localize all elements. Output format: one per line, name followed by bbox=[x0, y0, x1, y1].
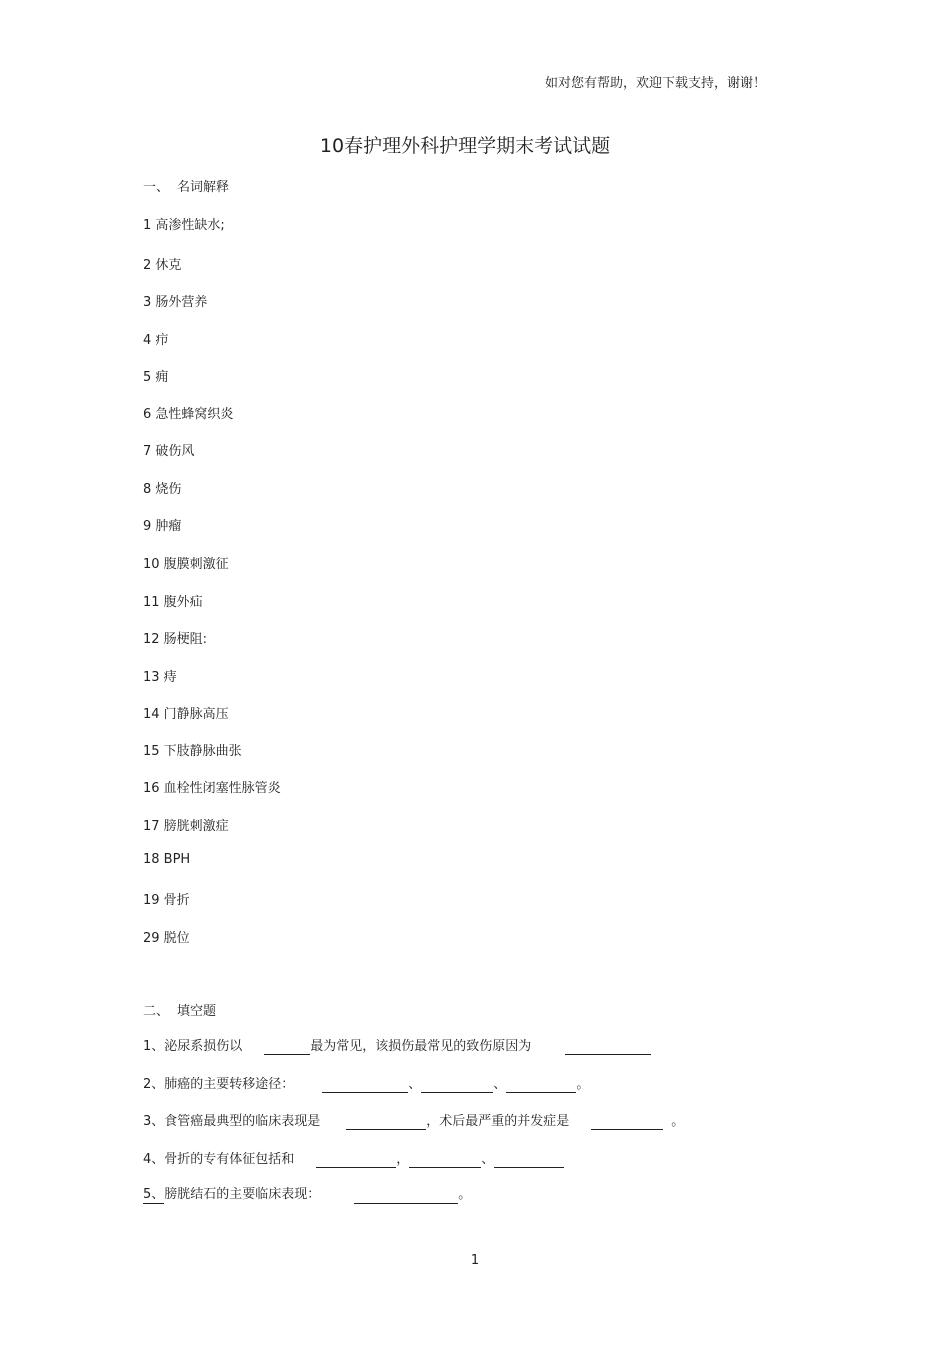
term-item: 2 休克 bbox=[143, 258, 182, 273]
fill-question-5 bbox=[143, 1187, 471, 1204]
separator: ， bbox=[396, 1152, 410, 1167]
section-1-heading bbox=[143, 176, 229, 195]
term-item: 19 骨折 bbox=[143, 893, 190, 908]
section-2-number: 二、 bbox=[143, 1004, 170, 1019]
term-item: 6 急性蜂窝织炎 bbox=[143, 407, 234, 422]
section-1-title: 名词解释 bbox=[177, 180, 230, 195]
question-end: 。 bbox=[576, 1077, 590, 1092]
term-item: 12 肠梗阻: bbox=[143, 632, 208, 647]
page-title: 10春护理外科护理学期末考试试题 bbox=[319, 135, 611, 157]
question-number: 5、 bbox=[143, 1187, 165, 1202]
page-number: 1 bbox=[470, 1253, 480, 1268]
answer-blank[interactable] bbox=[354, 1189, 458, 1204]
term-item: 3 肠外营养 bbox=[143, 295, 208, 310]
term-item: 7 破伤风 bbox=[143, 444, 195, 459]
term-item: 10 腹膜刺激征 bbox=[143, 557, 229, 572]
term-item: 16 血栓性闭塞性脉管炎 bbox=[143, 781, 281, 796]
term-item: 13 痔 bbox=[143, 670, 177, 685]
answer-blank[interactable] bbox=[506, 1078, 576, 1093]
section-2-heading bbox=[143, 1000, 216, 1019]
question-text: 4、骨折的专有体征包括和 bbox=[143, 1152, 295, 1167]
answer-blank[interactable] bbox=[494, 1153, 564, 1168]
term-item: 11 腹外疝 bbox=[143, 595, 203, 610]
answer-blank[interactable] bbox=[591, 1115, 663, 1130]
fill-question-1 bbox=[143, 1039, 651, 1055]
term-item: 15 下肢静脉曲张 bbox=[143, 744, 242, 759]
section-2-title: 填空题 bbox=[177, 1004, 217, 1019]
term-item: 4 疖 bbox=[143, 333, 169, 348]
term-item: 29 脱位 bbox=[143, 931, 190, 946]
separator: 、 bbox=[493, 1077, 507, 1092]
term-item: 14 门静脉高压 bbox=[143, 707, 229, 722]
fill-question-4 bbox=[143, 1152, 564, 1168]
question-text: 3、食管癌最典型的临床表现是 bbox=[143, 1114, 321, 1129]
question-text: 2、肺癌的主要转移途径： bbox=[143, 1077, 295, 1092]
answer-blank[interactable] bbox=[421, 1078, 493, 1093]
answer-blank[interactable] bbox=[346, 1115, 426, 1130]
term-item: 1 高渗性缺水; bbox=[143, 218, 225, 233]
header-note: 如对您有帮助，欢迎下载支持，谢谢！ bbox=[544, 76, 766, 91]
answer-blank[interactable] bbox=[316, 1153, 396, 1168]
fill-question-3 bbox=[143, 1114, 684, 1130]
term-item: 8 烧伤 bbox=[143, 482, 182, 497]
answer-blank[interactable] bbox=[409, 1153, 481, 1168]
answer-blank[interactable] bbox=[322, 1078, 408, 1093]
term-item: 5 痈 bbox=[143, 370, 169, 385]
question-end: 。 bbox=[458, 1187, 472, 1202]
section-1-number: 一、 bbox=[143, 180, 170, 195]
separator: 、 bbox=[408, 1077, 422, 1092]
question-text: 膀胱结石的主要临床表现： bbox=[164, 1187, 321, 1202]
question-end: 。 bbox=[671, 1114, 685, 1129]
question-text: ，术后最严重的并发症是 bbox=[426, 1114, 570, 1129]
separator: 、 bbox=[481, 1152, 495, 1167]
term-item: 9 肿瘤 bbox=[143, 519, 182, 534]
question-text: 1、泌尿系损伤以 bbox=[143, 1039, 243, 1054]
term-item: 17 膀胱刺激症 bbox=[143, 819, 229, 834]
answer-blank[interactable] bbox=[264, 1040, 310, 1055]
term-item: 18 BPH bbox=[143, 852, 191, 867]
fill-question-2 bbox=[143, 1077, 589, 1093]
question-text: 最为常见，该损伤最常见的致伤原因为 bbox=[310, 1039, 532, 1054]
answer-blank[interactable] bbox=[565, 1040, 651, 1055]
